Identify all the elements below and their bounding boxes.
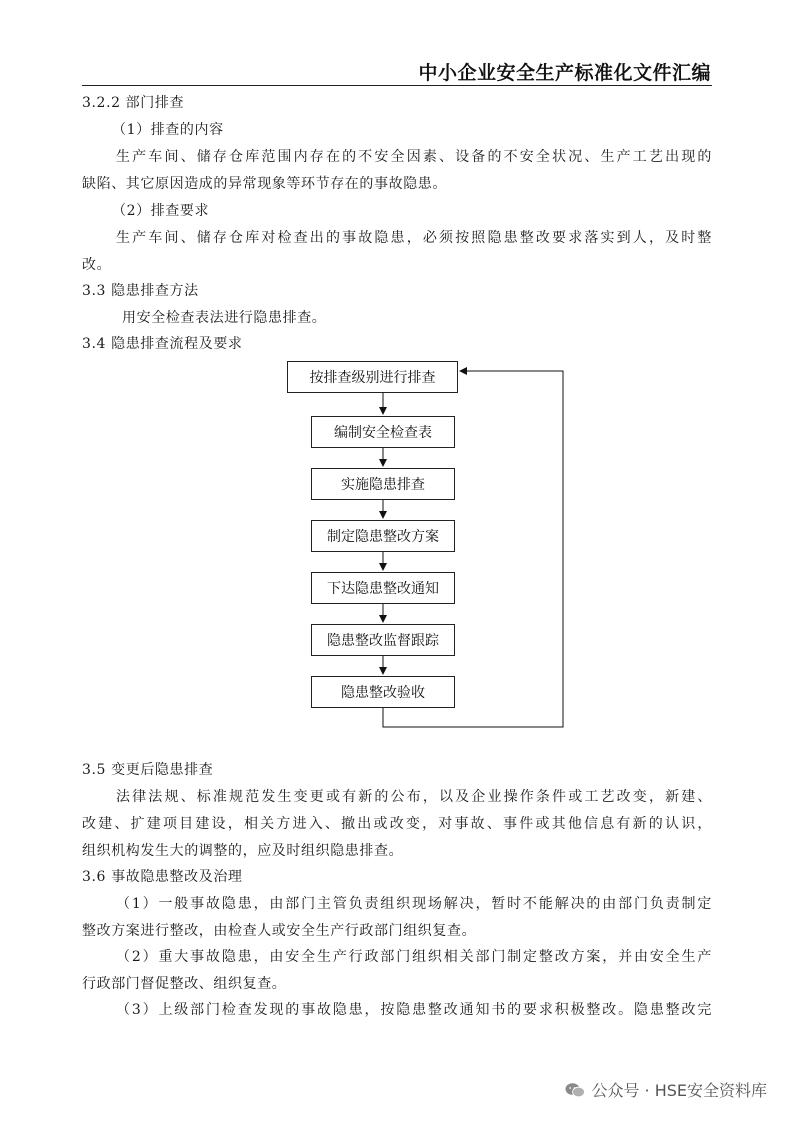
paragraph-line: （3）上级部门检查发现的事故隐患，按隐患整改通知书的要求积极整改。隐患整改完 bbox=[116, 1002, 712, 1018]
wechat-icon bbox=[565, 1082, 585, 1098]
item-title: （2）排查要求 bbox=[112, 203, 210, 219]
flow-step: 下达隐患整改通知 bbox=[311, 572, 455, 604]
section-heading: 3.3 隐患排查方法 bbox=[82, 283, 199, 299]
paragraph-line: 生产车间、储存仓库对检查出的事故隐患，必须按照隐患整改要求落实到人，及时整 bbox=[116, 230, 712, 246]
watermark-text: 公众号 · HSE安全资料库 bbox=[591, 1081, 767, 1100]
paragraph-line: 生产车间、储存仓库范围内存在的不安全因素、设备的不安全状况、生产工艺出现的 bbox=[116, 149, 712, 165]
paragraph-line: 改。 bbox=[82, 257, 112, 273]
section-heading: 3.6 事故隐患整改及治理 bbox=[82, 869, 243, 885]
paragraph-line: 缺陷、其它原因造成的异常现象等环节存在的事故隐患。 bbox=[82, 176, 447, 192]
paragraph-line: 行政部门督促整改、组织复查。 bbox=[82, 976, 287, 992]
paragraph-line: （2）重大事故隐患，由安全生产行政部门组织相关部门制定整改方案，并由安全生产 bbox=[116, 949, 712, 965]
flow-step: 隐患整改监督跟踪 bbox=[311, 624, 455, 656]
paragraph-line: （1）一般事故隐患，由部门主管负责组织现场解决，暂时不能解决的由部门负责制定 bbox=[116, 896, 712, 912]
paragraph-line: 用安全检查表法进行隐患排查。 bbox=[122, 310, 327, 326]
flow-step: 按排查级别进行排查 bbox=[287, 361, 458, 393]
section-heading: 3.4 隐患排查流程及要求 bbox=[82, 336, 243, 352]
paragraph-line: 组织机构发生大的调整的，应及时组织隐患排查。 bbox=[82, 843, 404, 859]
flow-step: 隐患整改验收 bbox=[311, 676, 455, 708]
flow-step: 制定隐患整改方案 bbox=[311, 520, 455, 552]
watermark bbox=[565, 1078, 767, 1101]
flow-step: 实施隐患排查 bbox=[311, 468, 455, 500]
document-title: 中小企业安全生产标准化文件汇编 bbox=[418, 62, 711, 84]
section-heading: 3.5 变更后隐患排查 bbox=[82, 762, 214, 778]
paragraph-line: 法律法规、标准规范发生变更或有新的公布，以及企业操作条件或工艺改变，新建、 bbox=[116, 789, 712, 805]
flow-step: 编制安全检查表 bbox=[311, 416, 455, 448]
item-title: （1）排查的内容 bbox=[112, 122, 224, 138]
paragraph-line: 改建、扩建项目建设，相关方进入、撤出或改变，对事故、事件或其他信息有新的认识， bbox=[82, 816, 712, 832]
paragraph-line: 整改方案进行整改，由检查人或安全生产行政部门组织复查。 bbox=[82, 923, 477, 939]
section-heading: 3.2.2 部门排查 bbox=[82, 95, 185, 111]
